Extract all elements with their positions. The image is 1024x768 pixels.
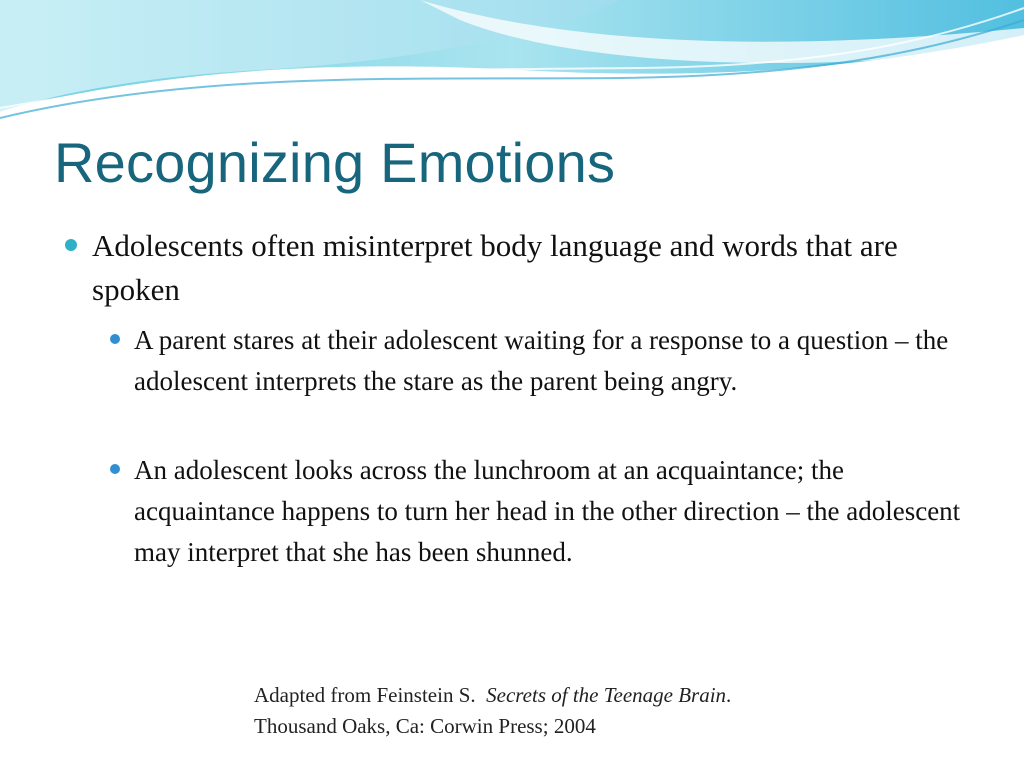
- main-bullet-text: Adolescents often misinterpret body language and words that are spoken: [92, 228, 898, 307]
- bullet-dot-icon: [65, 239, 77, 251]
- sub-bullet-text: An adolescent looks across the lunchroom at an acquaintance; the acquaintance happens to turn her head in the other direction – the adolescent may interpret that she has been shunned.: [134, 455, 961, 567]
- citation-suffix: .: [726, 683, 732, 707]
- sub-bullet-text: A parent stares at their adolescent waiting for a response to a question – the adolescent interprets the stare as the parent being angry.: [134, 325, 949, 396]
- sub-bullet: [134, 320, 984, 402]
- citation-line-2: Thousand Oaks, Ca: Corwin Press; 2004: [254, 714, 596, 738]
- citation-line-1: [254, 680, 854, 711]
- slide-title: Recognizing Emotions: [54, 131, 616, 194]
- header-wave-decoration: [0, 0, 1024, 130]
- main-bullet: [92, 224, 972, 312]
- sub-bullet: [134, 450, 984, 573]
- citation-book-title: Secrets of the Teenage Brain: [486, 683, 727, 707]
- bullet-dot-icon: [110, 334, 120, 344]
- source-citation: [254, 680, 854, 742]
- bullet-dot-icon: [110, 464, 120, 474]
- citation-prefix: Adapted from Feinstein S.: [254, 683, 476, 707]
